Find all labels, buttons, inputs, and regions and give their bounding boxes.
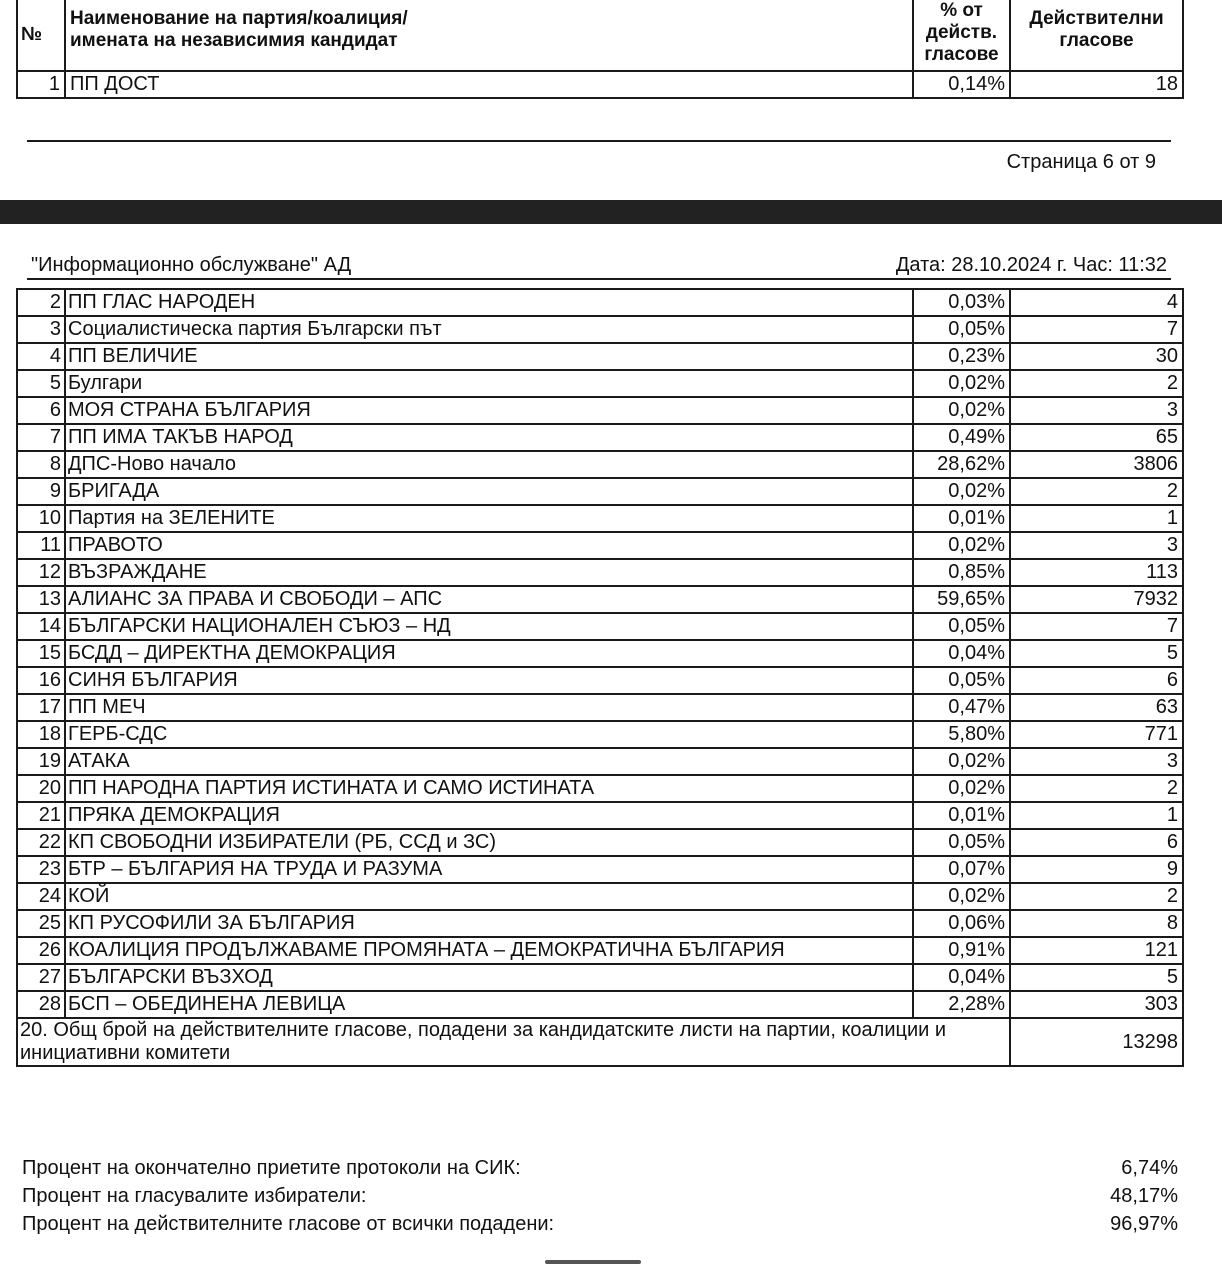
- party-name: ГЕРБ-СДС: [65, 721, 913, 748]
- table-row: [17, 71, 1183, 98]
- vote-count: 2: [1010, 478, 1183, 505]
- total-valid-votes-value: 13298: [1010, 1018, 1183, 1066]
- vote-percent: 59,65%: [913, 586, 1010, 613]
- vote-count: 6: [1010, 667, 1183, 694]
- vote-percent: 0,01%: [913, 802, 1010, 829]
- table-row: [17, 397, 1183, 424]
- row-number: 16: [17, 667, 65, 694]
- table-row: [17, 640, 1183, 667]
- column-header-name-line2: имената на независимия кандидат: [70, 30, 398, 51]
- row-number: 24: [17, 883, 65, 910]
- report-date-time: Дата: 28.10.2024 г. Час: 11:32: [895, 254, 1167, 276]
- vote-percent: 0,02%: [913, 883, 1010, 910]
- row-number: 6: [17, 397, 65, 424]
- table-row: [17, 478, 1183, 505]
- page-footer-divider: [27, 140, 1171, 142]
- vote-percent: 2,28%: [913, 991, 1010, 1018]
- vote-count: 5: [1010, 640, 1183, 667]
- table-row: [17, 910, 1183, 937]
- column-header-percent-line2: действ.: [925, 22, 998, 43]
- vote-count: 2: [1010, 370, 1183, 397]
- row-number: 27: [17, 964, 65, 991]
- party-name: АТАКА: [65, 748, 913, 775]
- party-name: БРИГАДА: [65, 478, 913, 505]
- vote-percent: 0,02%: [913, 775, 1010, 802]
- column-header-votes: [1010, 0, 1183, 71]
- vote-count: 3: [1010, 397, 1183, 424]
- vote-count: 2: [1010, 883, 1183, 910]
- page-separator-bar: [0, 200, 1222, 224]
- vote-count: 121: [1010, 937, 1183, 964]
- table-row: [17, 991, 1183, 1018]
- column-header-percent-line1: % от: [940, 0, 983, 21]
- party-name: Партия на ЗЕЛЕНИТЕ: [65, 505, 913, 532]
- stat-row: [22, 1154, 1178, 1182]
- vote-count: 7: [1010, 613, 1183, 640]
- vote-percent: 0,02%: [913, 370, 1010, 397]
- stat-label: Процент на окончателно приетите протоколи на СИК:: [22, 1157, 521, 1179]
- table-row: [17, 937, 1183, 964]
- party-name: ДПС-Ново начало: [65, 451, 913, 478]
- column-header-votes-line1: Действителни: [1029, 8, 1164, 29]
- party-name: АЛИАНС ЗА ПРАВА И СВОБОДИ – АПС: [65, 586, 913, 613]
- column-header-name: [65, 0, 913, 71]
- party-name: СИНЯ БЪЛГАРИЯ: [65, 667, 913, 694]
- party-name: БСП – ОБЕДИНЕНА ЛЕВИЦА: [65, 991, 913, 1018]
- row-number: 13: [17, 586, 65, 613]
- row-number: 4: [17, 343, 65, 370]
- vote-count: 3: [1010, 532, 1183, 559]
- table-row: [17, 964, 1183, 991]
- party-name: Социалистическа партия Български път: [65, 316, 913, 343]
- table-row: [17, 667, 1183, 694]
- table-row: [17, 424, 1183, 451]
- party-name: БСДД – ДИРЕКТНА ДЕМОКРАЦИЯ: [65, 640, 913, 667]
- stat-value: 96,97%: [1110, 1213, 1178, 1235]
- vote-percent: 0,04%: [913, 964, 1010, 991]
- column-header-percent: [913, 0, 1010, 71]
- party-name: МОЯ СТРАНА БЪЛГАРИЯ: [65, 397, 913, 424]
- vote-percent: 0,03%: [913, 289, 1010, 316]
- vote-percent: 0,02%: [913, 397, 1010, 424]
- vote-count: 771: [1010, 721, 1183, 748]
- vote-percent: 0,05%: [913, 316, 1010, 343]
- vote-percent: 0,04%: [913, 640, 1010, 667]
- vote-percent: 0,05%: [913, 667, 1010, 694]
- results-table-body: [17, 289, 1183, 1066]
- table-row: [17, 316, 1183, 343]
- party-name: ПП МЕЧ: [65, 694, 913, 721]
- vote-count: 113: [1010, 559, 1183, 586]
- row-number: 21: [17, 802, 65, 829]
- column-header-number: №: [17, 0, 65, 71]
- table-row: [17, 586, 1183, 613]
- table-row: [17, 505, 1183, 532]
- vote-percent: 0,14%: [913, 71, 1010, 98]
- vote-percent: 0,47%: [913, 694, 1010, 721]
- vote-percent: 0,02%: [913, 532, 1010, 559]
- vote-count: 3: [1010, 748, 1183, 775]
- vote-percent: 0,23%: [913, 343, 1010, 370]
- row-number: 23: [17, 856, 65, 883]
- stat-label: Процент на гласувалите избиратели:: [22, 1185, 367, 1207]
- vote-count: 4: [1010, 289, 1183, 316]
- table-row: [17, 829, 1183, 856]
- vote-count: 6: [1010, 829, 1183, 856]
- table-row: [17, 856, 1183, 883]
- stat-label: Процент на действителните гласове от всички подадени:: [22, 1213, 555, 1235]
- summary-statistics: [22, 1154, 1178, 1238]
- vote-count: 5: [1010, 964, 1183, 991]
- vote-percent: 5,80%: [913, 721, 1010, 748]
- cut-off-text-fragment: [545, 1258, 645, 1272]
- row-number: 19: [17, 748, 65, 775]
- party-name: БЪЛГАРСКИ НАЦИОНАЛЕН СЪЮЗ – НД: [65, 613, 913, 640]
- vote-count: 30: [1010, 343, 1183, 370]
- vote-percent: 0,02%: [913, 478, 1010, 505]
- table-row: [17, 559, 1183, 586]
- table-row: [17, 694, 1183, 721]
- table-row: [17, 532, 1183, 559]
- vote-count: 65: [1010, 424, 1183, 451]
- row-number: 26: [17, 937, 65, 964]
- vote-percent: 0,05%: [913, 613, 1010, 640]
- vote-count: 1: [1010, 505, 1183, 532]
- table-row: [17, 370, 1183, 397]
- row-number: 1: [17, 71, 65, 98]
- page-number: Страница 6 от 9: [1006, 151, 1156, 173]
- table-row: [17, 883, 1183, 910]
- row-number: 12: [17, 559, 65, 586]
- table-row: [17, 802, 1183, 829]
- party-name: КП РУСОФИЛИ ЗА БЪЛГАРИЯ: [65, 910, 913, 937]
- party-name: ПП НАРОДНА ПАРТИЯ ИСТИНАТА И САМО ИСТИНАТА: [65, 775, 913, 802]
- party-name: ПП ДОСТ: [65, 71, 913, 98]
- party-name: КП СВОБОДНИ ИЗБИРАТЕЛИ (РБ, ССД и ЗС): [65, 829, 913, 856]
- vote-percent: 0,02%: [913, 748, 1010, 775]
- company-name: "Информационно обслужване" АД: [31, 254, 352, 276]
- table-row: [17, 775, 1183, 802]
- vote-percent: 0,91%: [913, 937, 1010, 964]
- results-table-page-6: [16, 0, 1184, 99]
- row-number: 11: [17, 532, 65, 559]
- vote-count: 7: [1010, 316, 1183, 343]
- vote-count: 18: [1010, 71, 1183, 98]
- vote-percent: 0,06%: [913, 910, 1010, 937]
- party-name: БЪЛГАРСКИ ВЪЗХОД: [65, 964, 913, 991]
- vote-percent: 28,62%: [913, 451, 1010, 478]
- vote-count: 2: [1010, 775, 1183, 802]
- party-name: БТР – БЪЛГАРИЯ НА ТРУДА И РАЗУМА: [65, 856, 913, 883]
- vote-count: 8: [1010, 910, 1183, 937]
- row-number: 8: [17, 451, 65, 478]
- row-number: 2: [17, 289, 65, 316]
- table-row: [17, 343, 1183, 370]
- table-row: [17, 289, 1183, 316]
- row-number: 17: [17, 694, 65, 721]
- party-name: КОАЛИЦИЯ ПРОДЪЛЖАВАМЕ ПРОМЯНАТА – ДЕМОКРАТИЧНА БЪЛГАРИЯ: [65, 937, 913, 964]
- vote-count: 3806: [1010, 451, 1183, 478]
- stat-row: [22, 1210, 1178, 1238]
- row-number: 10: [17, 505, 65, 532]
- row-number: 5: [17, 370, 65, 397]
- column-header-percent-line3: гласове: [924, 44, 999, 65]
- vote-percent: 0,07%: [913, 856, 1010, 883]
- row-number: 7: [17, 424, 65, 451]
- row-number: 28: [17, 991, 65, 1018]
- row-number: 18: [17, 721, 65, 748]
- party-name: Булгари: [65, 370, 913, 397]
- row-number: 25: [17, 910, 65, 937]
- table-row: [17, 451, 1183, 478]
- row-number: 14: [17, 613, 65, 640]
- row-number: 9: [17, 478, 65, 505]
- results-table-page-7: [16, 288, 1184, 1067]
- column-header-name-line1: Наименование на партия/коалиция/: [70, 8, 408, 29]
- party-name: ПП ИМА ТАКЪВ НАРОД: [65, 424, 913, 451]
- row-number: 3: [17, 316, 65, 343]
- table-row: [17, 613, 1183, 640]
- table-row: [17, 748, 1183, 775]
- party-name: ВЪЗРАЖДАНЕ: [65, 559, 913, 586]
- vote-count: 9: [1010, 856, 1183, 883]
- total-valid-votes-label: 20. Общ брой на действителните гласове, подадени за кандидатските листи на партии, коалиции и инициативни комитети: [17, 1018, 1010, 1066]
- party-name: ПП ВЕЛИЧИЕ: [65, 343, 913, 370]
- party-name: КОЙ: [65, 883, 913, 910]
- table-row: [17, 721, 1183, 748]
- column-header-votes-line2: гласове: [1059, 30, 1134, 51]
- table-header-row: [17, 0, 1183, 71]
- stat-row: [22, 1182, 1178, 1210]
- vote-count: 1: [1010, 802, 1183, 829]
- row-number: 20: [17, 775, 65, 802]
- row-number: 15: [17, 640, 65, 667]
- party-name: ПРАВОТО: [65, 532, 913, 559]
- vote-percent: 0,85%: [913, 559, 1010, 586]
- vote-percent: 0,49%: [913, 424, 1010, 451]
- party-name: ПРЯКА ДЕМОКРАЦИЯ: [65, 802, 913, 829]
- party-name: ПП ГЛАС НАРОДЕН: [65, 289, 913, 316]
- vote-percent: 0,01%: [913, 505, 1010, 532]
- total-valid-votes-row: [17, 1018, 1183, 1066]
- vote-count: 7932: [1010, 586, 1183, 613]
- vote-percent: 0,05%: [913, 829, 1010, 856]
- document-header: [27, 254, 1171, 280]
- row-number: 22: [17, 829, 65, 856]
- stat-value: 6,74%: [1121, 1157, 1178, 1179]
- stat-value: 48,17%: [1110, 1185, 1178, 1207]
- vote-count: 303: [1010, 991, 1183, 1018]
- vote-count: 63: [1010, 694, 1183, 721]
